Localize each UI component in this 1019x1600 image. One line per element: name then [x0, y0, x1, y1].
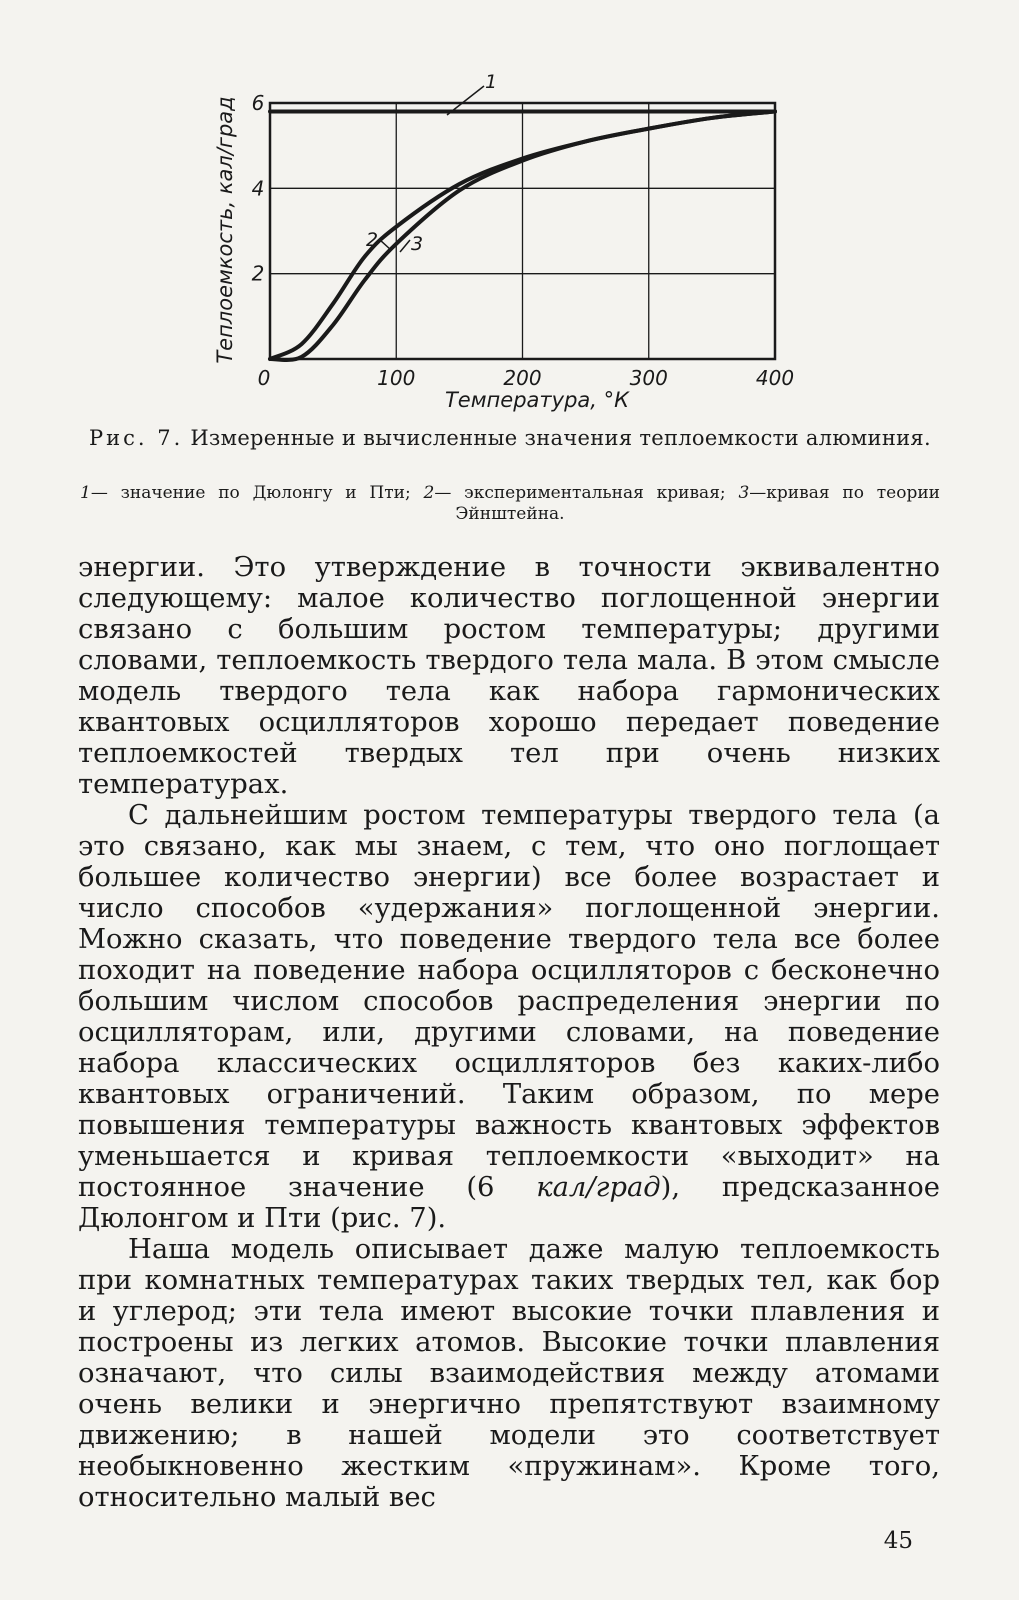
x-tick-label-0: 0: [257, 366, 271, 390]
legend-num-1: 1: [80, 483, 91, 503]
paragraph-2-unit: кал/град: [536, 1172, 661, 1203]
caption-label: Рис. 7.: [89, 426, 184, 450]
y-tick-label-2: 2: [251, 261, 265, 286]
legend-text-3: —кривая по теории Эйнштейна.: [455, 483, 940, 524]
y-axis-label: Теплоемкость, кал/град: [213, 96, 237, 364]
x-tick-label-100: 100: [377, 366, 416, 390]
x-tick-label-200: 200: [503, 366, 542, 390]
x-tick-label-300: 300: [629, 366, 668, 390]
leader-2: [380, 240, 391, 250]
legend-num-3: 3: [738, 483, 750, 503]
leader-3: [400, 240, 410, 252]
legend-num-2: 2: [423, 483, 435, 503]
curve-label-1: 1: [485, 71, 498, 93]
caption-title: Измеренные и вычисленные значения теплоемкости алюминия.: [190, 426, 931, 450]
curve-annotations: [366, 71, 497, 255]
heat-capacity-chart: [0, 0, 1019, 420]
x-tick-label-400: 400: [755, 366, 795, 390]
figure-caption: [80, 425, 940, 451]
paragraph-1: энергии. Это утверждение в точности эквивалентно следующему: малое количество поглощенной энергии связано с большим ростом температуры; другими словами, теплоемкость твердого тела мала. В этом смысле модель твердого тела как набора гармонических квантовых осцилляторов хорошо передает поведение теплоемкостей твердых тел при очень низких температурах.: [78, 552, 940, 800]
paragraph-2: [78, 800, 940, 1234]
y-tick-label-6: 6: [251, 91, 265, 115]
paragraph-3: Наша модель описывает даже малую теплоемкость при комнатных температурах таких твердых тел, как бор и углерод; эти тела имеют высокие точки плавления и построены из легких атомов. Высокие точки плавления означают, что силы взаимодействия между атомами очень велики и энергично препятствуют взаимному движению; в нашей модели это соответствует необыкновенно жестким «пружинам». Кроме того, относительно малый вес: [78, 1234, 940, 1513]
curve-label-2: 2: [366, 229, 379, 251]
curve-label-3: 3: [411, 233, 424, 255]
paragraph-2-main: С дальнейшим ростом температуры твердого тела (а это связано, как мы знаем, с тем, что оно поглощает большее количество энергии) все более возрастает и число способов «удержания» поглощенной энергии. Можно сказать, что поведение твердого тела все более походит на поведение набора осцилляторов с бесконечно большим числом способов распределения энергии по осцилляторам, или, другими словами, на поведение набора классических осцилляторов без каких-либо квантовых ограничений. Таким образом, по мере повышения температуры важность квантовых эффектов уменьшается и кривая теплоемкости «выходит» на постоянное значение (6: [78, 800, 940, 1203]
legend-text-1: — значение по Дюлонгу и Пти;: [90, 483, 411, 503]
paragraph-2-tail: ), предсказанное Дюлонгом и Пти (рис. 7).: [78, 1172, 940, 1234]
figure-legend: [80, 483, 940, 525]
x-axis-label: Температура, °К: [444, 388, 630, 412]
page-number: 45: [883, 1528, 913, 1554]
figure: [0, 0, 1019, 420]
y-tick-label-4: 4: [251, 176, 265, 201]
gridlines: [270, 103, 775, 359]
body-text: [78, 552, 940, 1513]
legend-text-2: — экспериментальная кривая;: [434, 483, 726, 503]
